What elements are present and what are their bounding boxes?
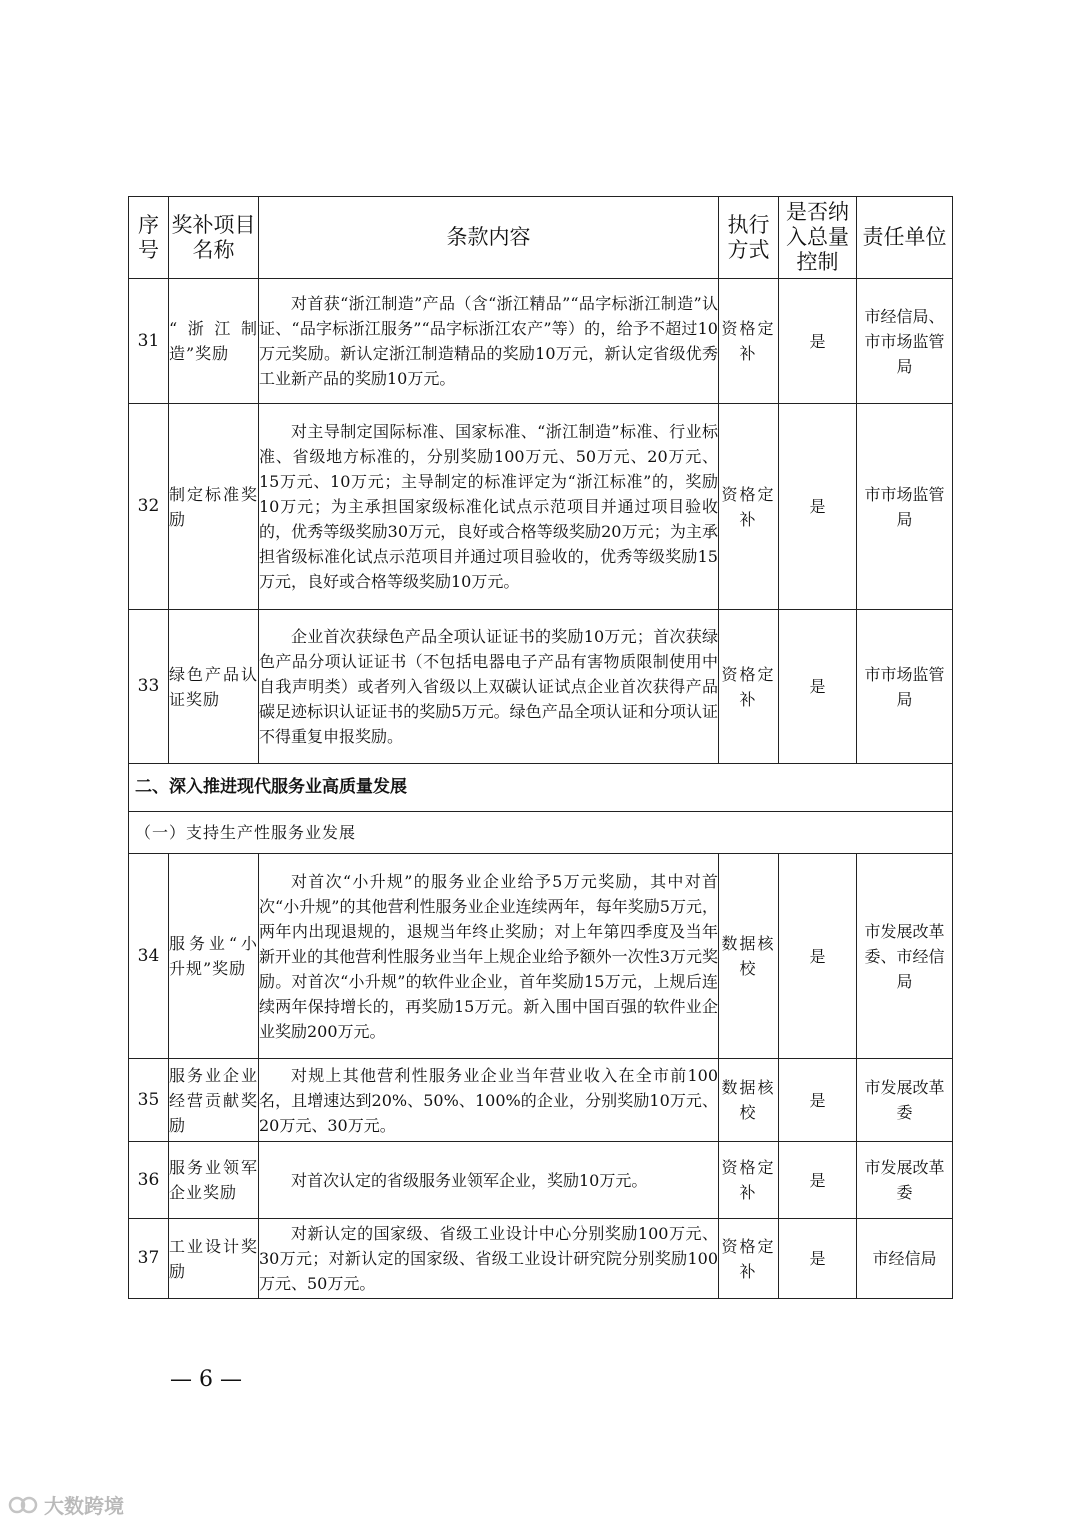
table-header-row: [129, 197, 953, 279]
table-row: [129, 1059, 953, 1142]
table-row: [129, 1142, 953, 1219]
row-content-text: 对规上其他营利性服务业企业当年营业收入在全市前100名，且增速达到20%、50%、100%的企业，分别奖励10万元、20万元、30万元。: [259, 1065, 718, 1135]
row-number: 34: [129, 854, 169, 1059]
row-exec-method: 数据核校: [719, 1059, 779, 1142]
table-row: [129, 279, 953, 404]
row-total-control: 是: [779, 279, 857, 404]
watermark-text: 大数跨境: [44, 1494, 124, 1518]
subsection-row: [129, 812, 953, 854]
row-content: [259, 1059, 719, 1142]
row-content: [259, 1219, 719, 1299]
row-item-name: 服务业“小升规”奖励: [169, 854, 259, 1059]
row-item-name: 服务业企业经营贡献奖励: [169, 1059, 259, 1142]
row-item-name: 服务业领军企业奖励: [169, 1142, 259, 1219]
row-item-name: “浙江制造”奖励: [169, 279, 259, 404]
section-row: [129, 764, 953, 812]
subsection-heading: （一）支持生产性服务业发展: [129, 812, 953, 854]
row-responsible-unit: 市经信局、市市场监管局: [857, 279, 953, 404]
row-responsible-unit: 市发展改革委、市经信局: [857, 854, 953, 1059]
header-exec: 执行方式: [719, 197, 779, 279]
row-content: [259, 279, 719, 404]
row-total-control: 是: [779, 1142, 857, 1219]
row-content: [259, 404, 719, 610]
row-content-text: 对主导制定国际标准、国家标准、“浙江制造”标准、行业标准、省级地方标准的，分别奖励100万元、50万元、20万元、15万元、10万元；主导制定的标准评定为“浙江标准”的，奖励10万元；为主承担国家级标准化试点示范项目并通过项目验收的，优秀等级奖励30万元，良好或合格等级奖励20万元；为主承担省级标准化试点示范项目并通过项目验收的，优秀等级奖励15万元，良好或合格等级奖励10万元。: [259, 422, 718, 591]
header-no: 序号: [129, 197, 169, 279]
row-exec-method: 资格定补: [719, 610, 779, 764]
row-responsible-unit: 市市场监管局: [857, 404, 953, 610]
row-content-text: 对首次“小升规”的服务业企业给予5万元奖励，其中对首次“小升规”的其他营利性服务业企业连续两年，每年奖励5万元，两年内出现退规的，退规当年终止奖励；对上年第四季度及当年新开业的其他营利性服务业当年上规企业给予额外一次性3万元奖励。对首次“小升规”的软件业企业，首年奖励15万元，上规后连续两年保持增长的，再奖励15万元。新入围中国百强的软件业企业奖励200万元。: [259, 871, 718, 1041]
policy-table: [128, 196, 953, 1299]
row-content: [259, 610, 719, 764]
row-responsible-unit: 市发展改革委: [857, 1142, 953, 1219]
page-number: — 6 —: [170, 1367, 242, 1392]
header-ctrl: 是否纳入总量控制: [779, 197, 857, 279]
row-exec-method: 资格定补: [719, 404, 779, 610]
row-content-text: 对首次认定的省级服务业领军企业，奖励10万元。: [291, 1170, 648, 1190]
row-content-text: 对新认定的国家级、省级工业设计中心分别奖励100万元、30万元；对新认定的国家级、省级工业设计研究院分别奖励100万元、50万元。: [259, 1224, 718, 1293]
table-row: [129, 1219, 953, 1299]
row-number: 32: [129, 404, 169, 610]
row-exec-method: 资格定补: [719, 1142, 779, 1219]
row-responsible-unit: 市发展改革委: [857, 1059, 953, 1142]
header-unit: 责任单位: [857, 197, 953, 279]
row-item-name: 制定标准奖励: [169, 404, 259, 610]
table-row: [129, 404, 953, 610]
section-heading: 二、深入推进现代服务业高质量发展: [129, 764, 953, 812]
row-total-control: 是: [779, 1059, 857, 1142]
row-content-text: 对首获“浙江制造”产品（含“浙江精品”“品字标浙江制造”认证、“品字标浙江服务”“品字标浙江农产”等）的，给予不超过10万元奖励。新认定浙江制造精品的奖励10万元，新认定省级优秀工业新产品的奖励10万元。: [259, 294, 718, 388]
row-exec-method: 资格定补: [719, 279, 779, 404]
row-content: [259, 1142, 719, 1219]
row-item-name: 工业设计奖励: [169, 1219, 259, 1299]
row-number: 37: [129, 1219, 169, 1299]
row-responsible-unit: 市市场监管局: [857, 610, 953, 764]
row-total-control: 是: [779, 1219, 857, 1299]
row-item-name: 绿色产品认证奖励: [169, 610, 259, 764]
row-total-control: 是: [779, 854, 857, 1059]
row-responsible-unit: 市经信局: [857, 1219, 953, 1299]
watermark: [8, 1490, 124, 1519]
row-number: 35: [129, 1059, 169, 1142]
table-row: [129, 610, 953, 764]
row-content: [259, 854, 719, 1059]
row-number: 31: [129, 279, 169, 404]
row-number: 33: [129, 610, 169, 764]
row-total-control: 是: [779, 610, 857, 764]
row-exec-method: 数据核校: [719, 854, 779, 1059]
row-exec-method: 资格定补: [719, 1219, 779, 1299]
header-content: 条款内容: [259, 197, 719, 279]
watermark-logo-icon: [8, 1494, 38, 1516]
row-total-control: 是: [779, 404, 857, 610]
row-content-text: 企业首次获绿色产品全项认证证书的奖励10万元；首次获绿色产品分项认证证书（不包括电器电子产品有害物质限制使用中自我声明类）或者列入省级以上双碳认证试点企业首次获得产品碳足迹标识认证证书的奖励5万元。绿色产品全项认证和分项认证不得重复申报奖励。: [259, 627, 718, 746]
header-name: 奖补项目名称: [169, 197, 259, 279]
table-row: [129, 854, 953, 1059]
row-number: 36: [129, 1142, 169, 1219]
